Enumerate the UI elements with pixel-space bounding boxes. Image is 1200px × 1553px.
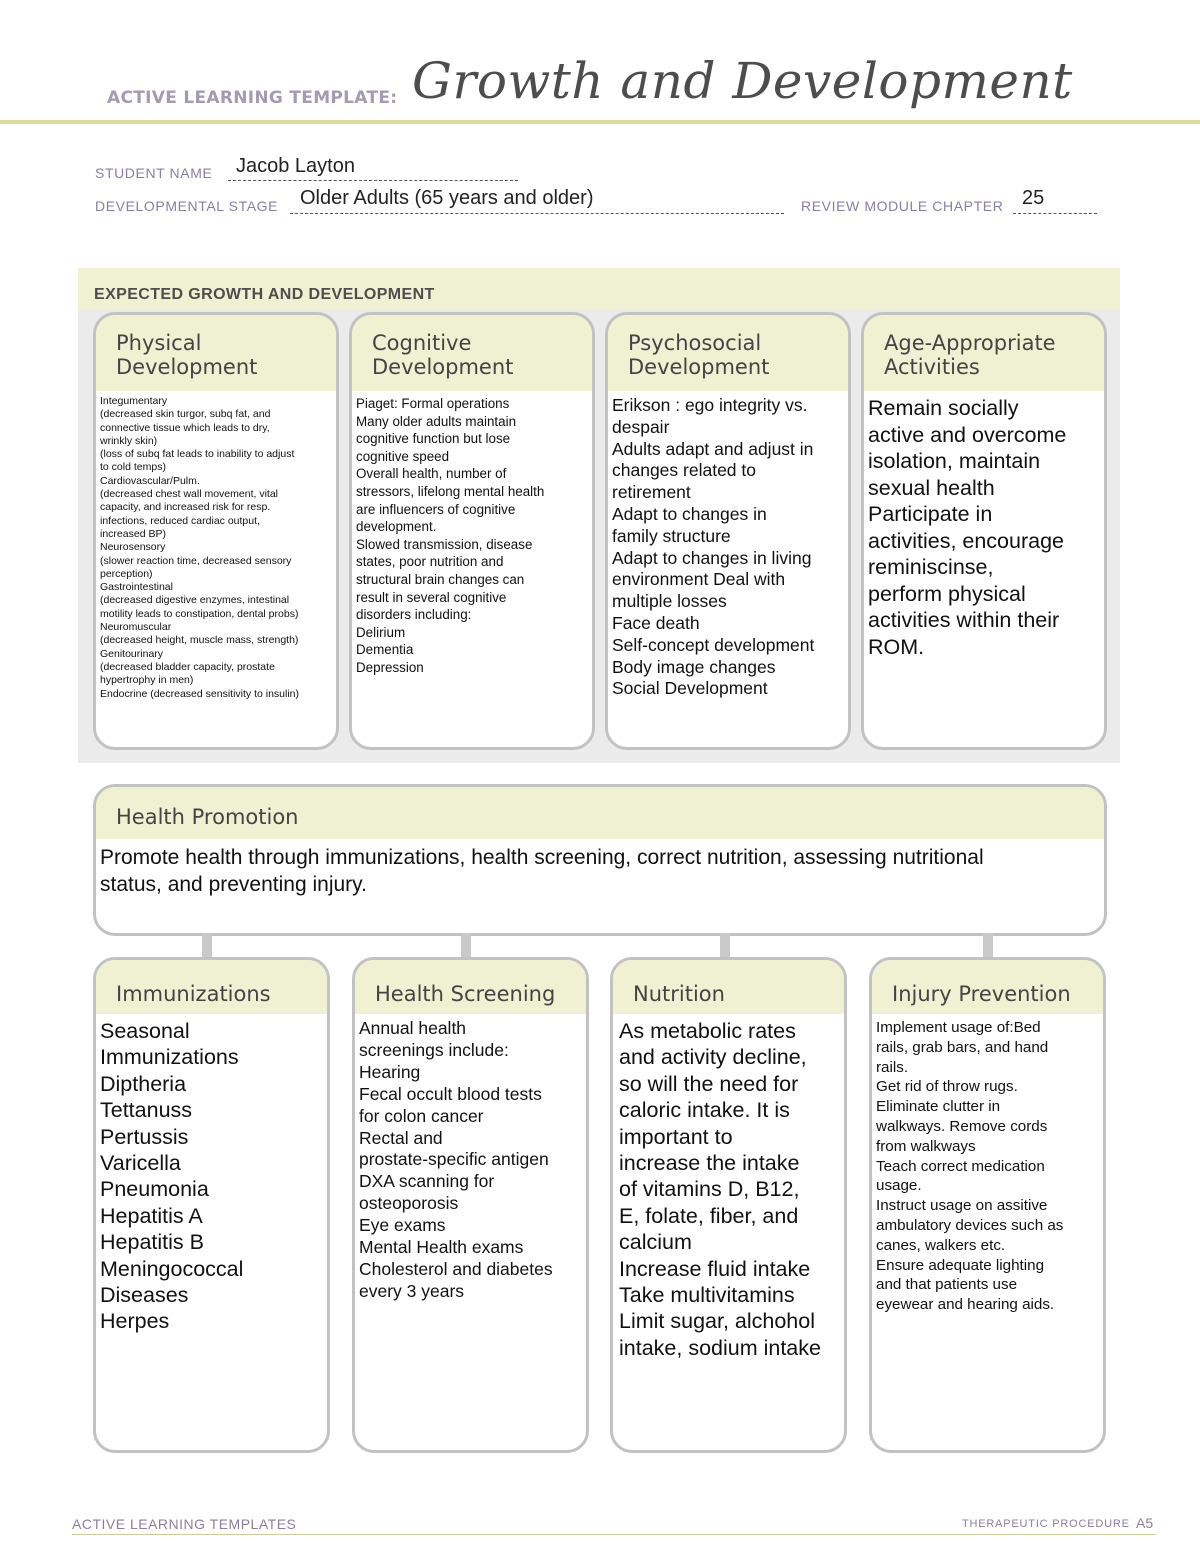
age-appropriate-activities-text[interactable]: Remain socially active and overcome isolation, maintain sexual health Participate in activities, encourage reminiscinse, perform physical activities within their ROM. [868, 396, 1067, 659]
footer-page: A5 [1136, 1515, 1154, 1531]
nutrition-card [610, 957, 847, 1453]
psychosocial-development-card [605, 312, 851, 750]
nutrition-text[interactable]: As metabolic rates and activity decline, so will the need for caloric intake. It is important to increase the intake of vitamins D, B12, E, folate, fiber, and calcium Increase fluid intake Take multivitamins Limit sugar, alchohol intake, sodium intake [619, 1019, 821, 1360]
connector-injury [983, 933, 993, 959]
cognitive-development-heading: Cognitive Development [352, 315, 592, 391]
student-name-field[interactable]: Jacob Layton [236, 155, 355, 177]
review-module-underline [1013, 213, 1097, 214]
student-name-label: STUDENT NAME [95, 165, 213, 181]
review-module-label: REVIEW MODULE CHAPTER [801, 198, 1004, 214]
connector-immunizations [202, 933, 212, 959]
footer-rule [72, 1534, 1156, 1535]
student-name-underline [228, 180, 518, 181]
template-label: ACTIVE LEARNING TEMPLATE: [107, 88, 398, 108]
physical-development-text[interactable]: Integumentary (decreased skin turgor, subq fat, and connective tissue which leads to dry, wrinkly skin) (loss of subq fat leads to inability to adjust to cold temps) Cardiovascular/Pulm. (decreased chest wall movement, vital capacity, and increased risk for resp. infections, reduced cardiac output, increased BP) Neurosensory (slower reaction time, decreased sensory perception) Gastrointestinal (decreased digestive enzymes, intestinal motility leads to constipation, dental probs) Neuromuscular (decreased height, muscle mass, strength) Genitourinary (decreased bladder capacity, prostate hypertrophy in men) Endocrine (decreased sensitivity to insulin) [100, 395, 300, 700]
expected-growth-title: EXPECTED GROWTH AND DEVELOPMENT [94, 286, 435, 303]
footer-right: THERAPEUTIC PROCEDURE [962, 1518, 1130, 1530]
health-screening-card [352, 957, 589, 1453]
injury-prevention-text[interactable]: Implement usage of:Bed rails, grab bars, and hand rails. Get rid of throw rugs. Eliminate clutter in walkways. Remove cords from walkways Teach correct medication usage. Instruct usage on assitive ambulatory devices such as canes, walkers etc. Ensure adequate lighting and that patients use eyewear and hearing aids. [876, 1019, 1064, 1314]
page-title: Growth and Development [412, 52, 1073, 110]
cognitive-development-card [349, 312, 595, 750]
cognitive-development-text[interactable]: Piaget: Formal operations Many older adults maintain cognitive function but lose cognitive speed Overall health, number of stressors, lifelong mental health are influencers of cognitive development. Slowed transmission, disease states, poor nutrition and structural brain changes can result in several cognitive disorders including: Delirium Dementia Depression [356, 396, 545, 675]
health-promotion-heading: Health Promotion [96, 787, 1104, 839]
physical-development-card [93, 312, 339, 750]
immunizations-heading: Immunizations [96, 960, 327, 1014]
age-appropriate-activities-heading: Age-Appropriate Activities [864, 315, 1104, 391]
immunizations-card [93, 957, 330, 1453]
immunizations-text[interactable]: Seasonal Immunizations Diptheria Tettanuss Pertussis Varicella Pneumonia Hepatitis A Hepatitis B Meningococcal Diseases Herpes [100, 1019, 244, 1334]
injury-prevention-heading: Injury Prevention [872, 960, 1103, 1014]
developmental-stage-field[interactable]: Older Adults (65 years and older) [300, 187, 594, 209]
psychosocial-development-text[interactable]: Erikson : ego integrity vs. despair Adults adapt and adjust in changes related to retirement Adapt to changes in family structure Adapt to changes in living environment Deal with multiple losses Face death Self-concept development Body image changes Social Development [612, 395, 815, 699]
developmental-stage-label: DEVELOPMENTAL STAGE [95, 198, 279, 214]
connector-nutrition [720, 933, 730, 959]
health-screening-text[interactable]: Annual health screenings include: Hearing Fecal occult blood tests for colon cancer Rectal and prostate-specific antigen DXA scanning for osteoporosis Eye exams Mental Health exams Cholesterol and diabetes every 3 years [359, 1018, 553, 1301]
psychosocial-development-heading: Psychosocial Development [608, 315, 848, 391]
age-appropriate-activities-card [861, 312, 1107, 750]
connector-screening [461, 933, 471, 959]
health-screening-heading: Health Screening [355, 960, 586, 1014]
injury-prevention-card [869, 957, 1106, 1453]
footer-left: ACTIVE LEARNING TEMPLATES [72, 1516, 297, 1532]
physical-development-heading: Physical Development [96, 315, 336, 391]
nutrition-heading: Nutrition [613, 960, 844, 1014]
review-module-field[interactable]: 25 [1022, 187, 1045, 209]
health-promotion-text[interactable]: Promote health through immunizations, health screening, correct nutrition, assessing nutritional status, and preventing injury. [100, 846, 984, 896]
developmental-stage-underline [290, 213, 784, 214]
health-promotion-card [93, 784, 1107, 936]
header-rule [0, 120, 1200, 124]
